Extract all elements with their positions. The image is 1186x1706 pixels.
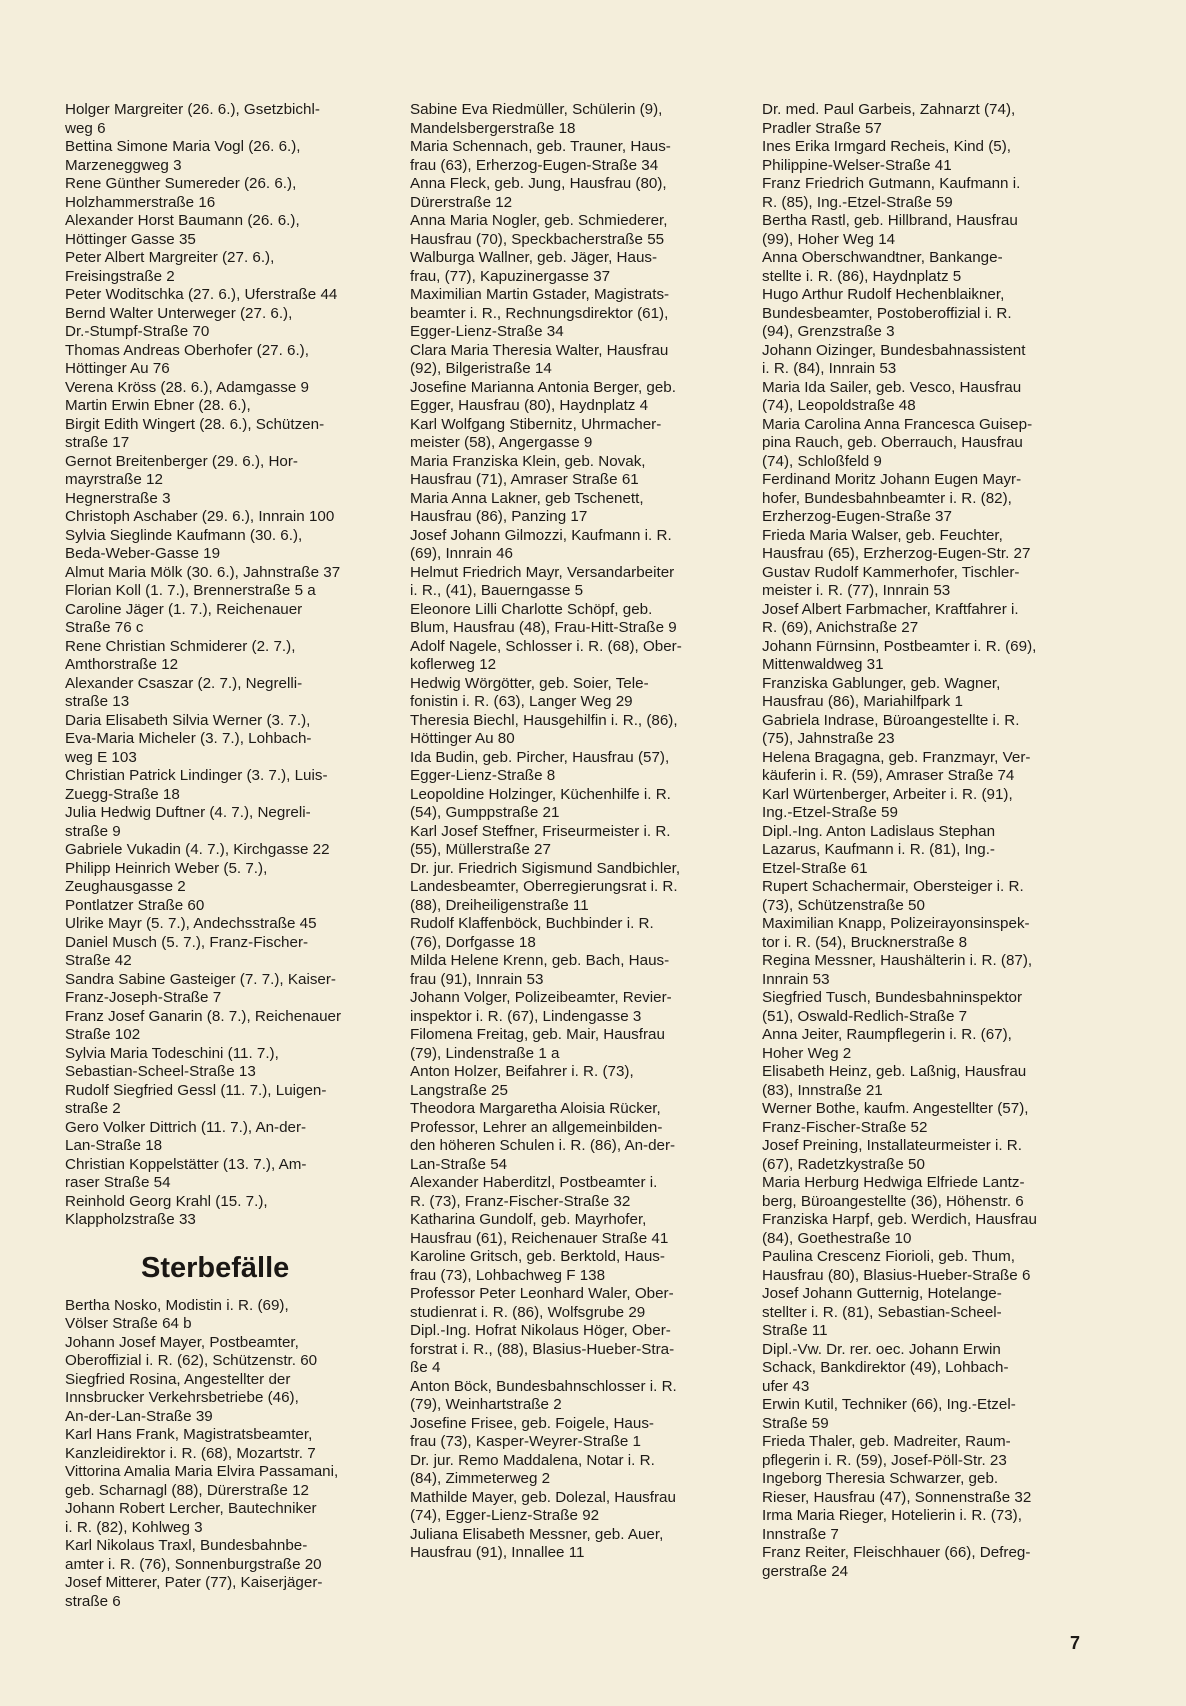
death-entry-line: Paulina Crescenz Fiorioli, geb. Thum,: [762, 1248, 1015, 1265]
death-entry-line: Ing.-Etzel-Straße 59: [762, 804, 898, 821]
column-3: [762, 101, 1092, 1581]
death-entry-line: Maria Anna Lakner, geb Tschenett,: [410, 489, 644, 507]
death-entry-line: Franz-Fischer-Straße 52: [762, 1118, 928, 1136]
death-entry-line: Ida Budin, geb. Pircher, Hausfrau (57),: [410, 748, 670, 766]
death-entry-line: Werner Bothe, kaufm. Angestellter (57),: [762, 1100, 1029, 1117]
death-entry-line: Anna Oberschwandtner, Bankange-: [762, 249, 1003, 266]
death-entry-line: koflerweg 12: [410, 656, 497, 673]
birth-entry-line: Beda-Weber-Gasse 19: [65, 545, 221, 562]
death-entry-line: inspektor i. R. (67), Lindengasse 3: [410, 1007, 642, 1025]
birth-entry-line: Florian Koll (1. 7.), Brennerstraße 5 a: [65, 582, 316, 599]
birth-entry-line: Dr.-Stumpf-Straße 70: [65, 323, 210, 340]
birth-entry-line: straße 9: [65, 822, 121, 840]
death-entry-line: (55), Müllerstraße 27: [410, 841, 551, 858]
birth-entry-line: mayrstraße 12: [65, 471, 163, 488]
death-entry-line: Johann Volger, Polizeibeamter, Revier-: [410, 989, 672, 1006]
death-entry-line: Innrain 53: [762, 970, 830, 988]
birth-entry-line: Gernot Breitenberger (29. 6.), Hor-: [65, 452, 298, 470]
birth-entry-line: Sylvia Sieglinde Kaufmann (30. 6.),: [65, 526, 303, 544]
death-entry-line: gerstraße 24: [762, 1562, 849, 1580]
death-entry-line: straße 6: [65, 1592, 121, 1610]
death-entry-line: studienrat i. R. (86), Wolfsgrube 29: [410, 1303, 646, 1321]
birth-entry-line: Hegnerstraße 3: [65, 489, 171, 507]
death-entry-line: Straße 59: [762, 1414, 829, 1432]
death-entry-line: beamter i. R., Rechnungsdirektor (61),: [410, 304, 669, 322]
death-entry-line: stellter i. R. (81), Sebastian-Scheel-: [762, 1303, 1002, 1321]
death-entry-line: (73), Schützenstraße 50: [762, 896, 925, 914]
death-entry-line: Franz Friedrich Gutmann, Kaufmann i.: [762, 175, 1021, 192]
birth-entry-line: Julia Hedwig Duftner (4. 7.), Negreli-: [65, 804, 311, 821]
death-entry-line: Siegfried Rosina, Angestellter der: [65, 1370, 291, 1388]
death-entry-line: Etzel-Straße 61: [762, 859, 868, 877]
birth-entry-line: Christoph Aschaber (29. 6.), Innrain 100: [65, 508, 335, 525]
birth-entry-line: Rene Christian Schmiderer (2. 7.),: [65, 637, 296, 655]
death-entry-line: Karl Wolfgang Stibernitz, Uhrmacher-: [410, 415, 662, 433]
death-entry-line: Adolf Nagele, Schlosser i. R. (68), Ober-: [410, 637, 682, 655]
death-entry-line: Rieser, Hausfrau (47), Sonnenstraße 32: [762, 1488, 1032, 1506]
death-entry-line: Irma Maria Rieger, Hotelierin i. R. (73),: [762, 1507, 1022, 1524]
birth-entry-line: Christian Koppelstätter (13. 7.), Am-: [65, 1155, 307, 1173]
death-entry-line: Erzherzog-Eugen-Straße 37: [762, 508, 952, 525]
death-entry-line: Schack, Bankdirektor (49), Lohbach-: [762, 1359, 1009, 1376]
death-entry-line: meister (58), Angergasse 9: [410, 434, 593, 451]
death-entry-line: Gustav Rudolf Kammerhofer, Tischler-: [762, 563, 1020, 581]
death-entry-line: Josef Johann Gilmozzi, Kaufmann i. R.: [410, 526, 672, 544]
birth-entry-line: Freisingstraße 2: [65, 267, 175, 285]
death-entry-line: (74), Egger-Lienz-Straße 92: [410, 1507, 600, 1524]
birth-entry-line: Thomas Andreas Oberhofer (27. 6.),: [65, 341, 309, 359]
birth-entry-line: Eva-Maria Micheler (3. 7.), Lohbach-: [65, 730, 312, 747]
death-entry-line: meister i. R. (77), Innrain 53: [762, 582, 951, 599]
birth-entry-line: Peter Albert Margreiter (27. 6.),: [65, 249, 275, 266]
section-heading-sterbefaelle: Sterbefälle: [141, 1251, 290, 1284]
birth-entry-line: straße 17: [65, 434, 130, 451]
birth-entry-line: Philipp Heinrich Weber (5. 7.),: [65, 859, 268, 877]
death-entry-line: Hausfrau (86), Panzing 17: [410, 508, 588, 525]
death-entry-line: Hausfrau (71), Amraser Straße 61: [410, 471, 639, 488]
death-entry-line: (83), Innstraße 21: [762, 1081, 883, 1099]
birth-entry-line: Zeughausgasse 2: [65, 878, 186, 895]
death-entry-line: frau, (77), Kapuzinergasse 37: [410, 267, 611, 285]
death-entry-line: Karoline Gritsch, geb. Berktold, Haus-: [410, 1248, 665, 1265]
death-entry-line: Bertha Rastl, geb. Hillbrand, Hausfrau: [762, 212, 1018, 229]
birth-entry-line: straße 13: [65, 693, 130, 710]
death-entry-line: Dipl.-Ing. Anton Ladislaus Stephan: [762, 822, 996, 840]
death-entry-line: Oberoffizial i. R. (62), Schützenstr. 60: [65, 1352, 318, 1369]
death-entry-line: (54), Gumppstraße 21: [410, 804, 560, 821]
death-entry-line: Maria Carolina Anna Francesca Guisep-: [762, 415, 1033, 433]
column-1: [65, 101, 383, 1611]
death-entry-line: Langstraße 25: [410, 1081, 508, 1099]
death-entry-line: Karl Würtenberger, Arbeiter i. R. (91),: [762, 785, 1013, 803]
death-entry-line: frau (73), Lohbachweg F 138: [410, 1266, 606, 1284]
death-entry-line: Gabriela Indrase, Büroangestellte i. R.: [762, 711, 1020, 729]
birth-entry-line: Bernd Walter Unterweger (27. 6.),: [65, 304, 293, 322]
death-entry-line: Franziska Gablunger, geb. Wagner,: [762, 674, 1001, 692]
death-entry-line: (92), Bilgeristraße 14: [410, 360, 552, 377]
death-entry-line: Josef Albert Farbmacher, Kraftfahrer i.: [762, 600, 1019, 618]
death-entry-line: Höttinger Au 80: [410, 730, 515, 747]
death-entry-line: Ferdinand Moritz Johann Eugen Mayr-: [762, 471, 1022, 488]
birth-entry-line: Franz-Joseph-Straße 7: [65, 989, 222, 1006]
death-entry-line: (75), Jahnstraße 23: [762, 730, 895, 747]
death-entry-line: Egger, Hausfrau (80), Haydnplatz 4: [410, 397, 649, 414]
death-entry-line: (84), Zimmeterweg 2: [410, 1470, 551, 1487]
birth-entry-line: Straße 42: [65, 952, 132, 969]
birth-entry-line: Franz Josef Ganarin (8. 7.), Reichenauer: [65, 1007, 342, 1025]
death-entry-line: Mathilde Mayer, geb. Dolezal, Hausfrau: [410, 1488, 676, 1506]
death-entry-line: Maria Herburg Hedwiga Elfriede Lantz-: [762, 1174, 1025, 1191]
death-entry-line: Pradler Straße 57: [762, 119, 882, 137]
death-entry-line: Dr. med. Paul Garbeis, Zahnarzt (74),: [762, 101, 1016, 118]
birth-entry-line: Rudolf Siegfried Gessl (11. 7.), Luigen-: [65, 1081, 327, 1099]
death-entry-line: Karl Hans Frank, Magistratsbeamter,: [65, 1426, 313, 1443]
death-entry-line: Rudolf Klaffenböck, Buchbinder i. R.: [410, 915, 654, 932]
death-entry-line: Josefine Frisee, geb. Foigele, Haus-: [410, 1414, 654, 1432]
death-entry-line: Helmut Friedrich Mayr, Versandarbeiter: [410, 563, 675, 581]
death-entry-line: Erwin Kutil, Techniker (66), Ing.-Etzel-: [762, 1396, 1016, 1413]
birth-entry-line: Caroline Jäger (1. 7.), Reichenauer: [65, 600, 303, 618]
death-entry-line: Clara Maria Theresia Walter, Hausfrau: [410, 341, 669, 359]
death-entry-line: amter i. R. (76), Sonnenburgstraße 20: [65, 1555, 322, 1573]
death-entry-line: fonistin i. R. (63), Langer Weg 29: [410, 693, 633, 710]
death-entry-line: Professor Peter Leonhard Waler, Ober-: [410, 1285, 674, 1302]
death-entry-line: Straße 11: [762, 1322, 828, 1339]
death-entry-line: ße 4: [410, 1359, 441, 1376]
death-entry-line: Professor, Lehrer an allgemeinbilden-: [410, 1118, 663, 1136]
death-entry-line: Theodora Margaretha Aloisia Rücker,: [410, 1100, 661, 1117]
death-entry-line: Egger-Lienz-Straße 8: [410, 767, 556, 784]
death-entry-line: Hoher Weg 2: [762, 1044, 852, 1062]
death-entry-line: (74), Schloßfeld 9: [762, 452, 882, 470]
death-entry-line: stellte i. R. (86), Haydnplatz 5: [762, 267, 962, 285]
birth-entry-line: weg 6: [65, 119, 106, 137]
death-entry-line: Maria Schennach, geb. Trauner, Haus-: [410, 138, 671, 155]
death-entry-line: den höheren Schulen i. R. (86), An-der-: [410, 1137, 676, 1154]
death-entry-line: Sabine Eva Riedmüller, Schülerin (9),: [410, 101, 663, 118]
birth-entry-line: Daria Elisabeth Silvia Werner (3. 7.),: [65, 711, 311, 729]
birth-entry-line: Straße 102: [65, 1026, 141, 1043]
death-entry-line: Siegfried Tusch, Bundesbahninspektor: [762, 989, 1023, 1006]
death-entry-line: Leopoldine Holzinger, Küchenhilfe i. R.: [410, 785, 671, 803]
death-entry-line: Hausfrau (91), Innallee 11: [410, 1544, 585, 1561]
death-entry-line: R. (69), Anichstraße 27: [762, 619, 919, 636]
birth-entry-line: Verena Kröss (28. 6.), Adamgasse 9: [65, 378, 309, 396]
death-entry-line: frau (63), Erherzog-Eugen-Straße 34: [410, 156, 659, 174]
death-entry-line: Egger-Lienz-Straße 34: [410, 323, 564, 340]
death-entry-line: Josef Mitterer, Pater (77), Kaiserjäger-: [65, 1574, 323, 1591]
death-entry-line: Frieda Thaler, geb. Madreiter, Raum-: [762, 1433, 1011, 1450]
death-entry-line: Walburga Wallner, geb. Jäger, Haus-: [410, 249, 658, 266]
death-entry-line: (51), Oswald-Redlich-Straße 7: [762, 1007, 968, 1025]
death-entry-line: Hausfrau (86), Mariahilfpark 1: [762, 693, 963, 710]
death-entry-line: Innstraße 7: [762, 1525, 839, 1543]
death-entry-line: R. (73), Franz-Fischer-Straße 32: [410, 1192, 631, 1210]
death-entry-line: (76), Dorfgasse 18: [410, 933, 536, 951]
death-entry-line: Johann Fürnsinn, Postbeamter i. R. (69),: [762, 637, 1037, 655]
death-entry-line: Ines Erika Irmgard Recheis, Kind (5),: [762, 138, 1011, 155]
death-entry-line: Anton Holzer, Beifahrer i. R. (73),: [410, 1063, 634, 1080]
death-entry-line: Maximilian Martin Gstader, Magistrats-: [410, 286, 670, 303]
birth-entry-line: Reinhold Georg Krahl (15. 7.),: [65, 1192, 268, 1210]
birth-entry-line: straße 2: [65, 1100, 121, 1117]
death-entry-line: Hausfrau (70), Speckbacherstraße 55: [410, 230, 665, 248]
death-entry-line: Innsbrucker Verkehrsbetriebe (46),: [65, 1389, 299, 1406]
birth-entry-line: Alexander Csaszar (2. 7.), Negrelli-: [65, 674, 303, 692]
birth-entry-line: Marzeneggweg 3: [65, 156, 182, 174]
birth-entry-line: Daniel Musch (5. 7.), Franz-Fischer-: [65, 933, 309, 951]
death-entry-line: Hausfrau (61), Reichenauer Straße 41: [410, 1229, 669, 1247]
death-entry-line: (99), Hoher Weg 14: [762, 230, 896, 248]
column-2: [410, 101, 740, 1563]
death-entry-line: Anton Böck, Bundesbahnschlosser i. R.: [410, 1377, 677, 1395]
death-entry-line: Franziska Harpf, geb. Werdich, Hausfrau: [762, 1211, 1037, 1228]
death-entry-line: Bundesbeamter, Postoberoffizial i. R.: [762, 304, 1012, 322]
death-entry-line: Hausfrau (65), Erzherzog-Eugen-Str. 27: [762, 545, 1031, 562]
birth-entry-line: Sandra Sabine Gasteiger (7. 7.), Kaiser-: [65, 970, 336, 988]
death-entry-line: Anna Maria Nogler, geb. Schmiederer,: [410, 212, 668, 229]
deaths-list-part-1: [65, 1297, 383, 1612]
death-entry-line: (84), Goethestraße 10: [762, 1229, 912, 1247]
death-entry-line: Kanzleidirektor i. R. (68), Mozartstr. 7: [65, 1444, 316, 1462]
death-entry-line: Franz Reiter, Fleischhauer (66), Defreg-: [762, 1544, 1031, 1561]
death-entry-line: (79), Lindenstraße 1 a: [410, 1044, 560, 1062]
death-entry-line: (94), Grenzstraße 3: [762, 323, 895, 340]
birth-entry-line: Peter Woditschka (27. 6.), Uferstraße 44: [65, 286, 338, 303]
birth-entry-line: Almut Maria Mölk (30. 6.), Jahnstraße 37: [65, 563, 341, 581]
birth-entry-line: Pontlatzer Straße 60: [65, 896, 205, 914]
death-entry-line: i. R. (82), Kohlweg 3: [65, 1518, 203, 1536]
birth-entry-line: Lan-Straße 18: [65, 1137, 163, 1154]
birth-entry-line: Rene Günther Sumereder (26. 6.),: [65, 175, 297, 192]
death-entry-line: Juliana Elisabeth Messner, geb. Auer,: [410, 1525, 664, 1543]
death-entry-line: berg, Büroangestellte (36), Höhenstr. 6: [762, 1192, 1024, 1210]
death-entry-line: Hugo Arthur Rudolf Hechenblaikner,: [762, 286, 1005, 303]
death-entry-line: Eleonore Lilli Charlotte Schöpf, geb.: [410, 600, 653, 618]
birth-entry-line: Holzhammerstraße 16: [65, 193, 216, 211]
death-entry-line: (67), Radetzkystraße 50: [762, 1155, 925, 1173]
death-entry-line: Elisabeth Heinz, geb. Laßnig, Hausfrau: [762, 1063, 1027, 1080]
death-entry-line: Regina Messner, Haushälterin i. R. (87),: [762, 952, 1033, 969]
birth-entry-line: Martin Erwin Ebner (28. 6.),: [65, 397, 251, 414]
death-entry-line: Helena Bragagna, geb. Franzmayr, Ver-: [762, 748, 1031, 766]
death-entry-line: tor i. R. (54), Brucknerstraße 8: [762, 933, 968, 951]
death-entry-line: (79), Weinhartstraße 2: [410, 1396, 562, 1413]
death-entry-line: Frieda Maria Walser, geb. Feuchter,: [762, 526, 1003, 544]
death-entry-line: Dipl.-Vw. Dr. rer. oec. Johann Erwin: [762, 1340, 1001, 1358]
birth-entry-line: Straße 76 c: [65, 619, 144, 636]
death-entry-line: forstrat i. R., (88), Blasius-Hueber-Stra-: [410, 1340, 675, 1358]
birth-entry-line: Birgit Edith Wingert (28. 6.), Schützen-: [65, 415, 325, 433]
birth-entry-line: Gabriele Vukadin (4. 7.), Kirchgasse 22: [65, 841, 330, 858]
birth-entry-line: Ulrike Mayr (5. 7.), Andechsstraße 45: [65, 915, 317, 932]
death-entry-line: Alexander Haberditzl, Postbeamter i.: [410, 1174, 658, 1191]
birth-entry-line: Sylvia Maria Todeschini (11. 7.),: [65, 1044, 279, 1062]
death-entry-line: Lazarus, Kaufmann i. R. (81), Ing.-: [762, 841, 995, 858]
death-entry-line: Maria Ida Sailer, geb. Vesco, Hausfrau: [762, 378, 1022, 396]
death-entry-line: Blum, Hausfrau (48), Frau-Hitt-Straße 9: [410, 619, 677, 636]
page-number: 7: [1070, 1633, 1081, 1653]
birth-entry-line: Zuegg-Straße 18: [65, 785, 180, 803]
death-entry-line: Maximilian Knapp, Polizeirayonsinspek-: [762, 915, 1030, 932]
births-list: [65, 101, 383, 1230]
death-entry-line: ufer 43: [762, 1377, 810, 1395]
death-entry-line: Hausfrau (80), Blasius-Hueber-Straße 6: [762, 1266, 1031, 1284]
death-entry-line: Dipl.-Ing. Hofrat Nikolaus Höger, Ober-: [410, 1322, 671, 1339]
death-entry-line: Anna Jeiter, Raumpflegerin i. R. (67),: [762, 1026, 1012, 1043]
death-entry-line: Milda Helene Krenn, geb. Bach, Haus-: [410, 952, 670, 969]
death-entry-line: (88), Dreiheiligenstraße 11: [410, 896, 589, 914]
death-entry-line: Landesbeamter, Oberregierungsrat i. R.: [410, 878, 678, 895]
death-entry-line: Mandelsbergerstraße 18: [410, 119, 576, 137]
death-entry-line: geb. Scharnagl (88), Dürerstraße 12: [65, 1481, 309, 1499]
death-entry-line: Filomena Freitag, geb. Mair, Hausfrau: [410, 1026, 665, 1043]
death-entry-line: Vittorina Amalia Maria Elvira Passamani,: [65, 1463, 339, 1480]
death-entry-line: pflegerin i. R. (59), Josef-Pöll-Str. 23: [762, 1451, 1007, 1469]
death-entry-line: Dr. jur. Friedrich Sigismund Sandbichler,: [410, 859, 681, 877]
death-entry-line: i. R., (41), Bauerngasse 5: [410, 582, 584, 599]
death-entry-line: Josefine Marianna Antonia Berger, geb.: [410, 378, 676, 396]
death-entry-line: (74), Leopoldstraße 48: [762, 397, 916, 414]
death-entry-line: Mittenwaldweg 31: [762, 656, 884, 673]
birth-entry-line: Amthorstraße 12: [65, 656, 179, 673]
death-entry-line: Rupert Schachermair, Obersteiger i. R.: [762, 878, 1024, 895]
death-entry-line: Karl Nikolaus Traxl, Bundesbahnbe-: [65, 1537, 308, 1554]
death-entry-line: frau (91), Innrain 53: [410, 970, 544, 988]
birth-entry-line: weg E 103: [65, 748, 137, 766]
death-entry-line: hofer, Bundesbahnbeamter i. R. (82),: [762, 489, 1012, 507]
birth-entry-line: Klappholzstraße 33: [65, 1211, 196, 1228]
death-entry-line: Katharina Gundolf, geb. Mayrhofer,: [410, 1211, 647, 1228]
death-entry-line: Dr. jur. Remo Maddalena, Notar i. R.: [410, 1451, 655, 1469]
birth-entry-line: Höttinger Au 76: [65, 360, 170, 377]
death-entry-line: Völser Straße 64 b: [65, 1315, 192, 1332]
death-entry-line: Theresia Biechl, Hausgehilfin i. R., (86),: [410, 711, 678, 729]
death-entry-line: Lan-Straße 54: [410, 1155, 508, 1173]
birth-entry-line: Gero Volker Dittrich (11. 7.), An-der-: [65, 1118, 307, 1136]
death-entry-line: Bertha Nosko, Modistin i. R. (69),: [65, 1296, 289, 1314]
death-entry-line: Johann Robert Lercher, Bautechniker: [65, 1500, 317, 1517]
death-entry-line: käuferin i. R. (59), Amraser Straße 74: [762, 767, 1015, 784]
death-entry-line: frau (73), Kasper-Weyrer-Straße 1: [410, 1433, 641, 1450]
death-entry-line: R. (85), Ing.-Etzel-Straße 59: [762, 193, 953, 211]
birth-entry-line: Holger Margreiter (26. 6.), Gsetzbichl-: [65, 101, 320, 118]
death-entry-line: Johann Oizinger, Bundesbahnassistent: [762, 341, 1026, 359]
death-entry-line: Karl Josef Steffner, Friseurmeister i. R.: [410, 822, 671, 840]
birth-entry-line: raser Straße 54: [65, 1174, 171, 1191]
death-entry-line: Ingeborg Theresia Schwarzer, geb.: [762, 1470, 999, 1487]
birth-entry-line: Alexander Horst Baumann (26. 6.),: [65, 212, 300, 229]
birth-entry-line: Sebastian-Scheel-Straße 13: [65, 1063, 256, 1080]
death-entry-line: pina Rauch, geb. Oberrauch, Hausfrau: [762, 434, 1023, 451]
death-entry-line: Hedwig Wörgötter, geb. Soier, Tele-: [410, 674, 649, 692]
death-entry-line: Johann Josef Mayer, Postbeamter,: [65, 1333, 299, 1351]
birth-entry-line: Christian Patrick Lindinger (3. 7.), Luis-: [65, 767, 328, 784]
death-entry-line: Maria Franziska Klein, geb. Novak,: [410, 452, 646, 470]
death-entry-line: Dürerstraße 12: [410, 193, 513, 211]
death-entry-line: Josef Johann Gutternig, Hotelange-: [762, 1285, 1002, 1302]
death-entry-line: An-der-Lan-Straße 39: [65, 1407, 213, 1425]
birth-entry-line: Höttinger Gasse 35: [65, 230, 196, 248]
death-entry-line: i. R. (84), Innrain 53: [762, 360, 897, 377]
birth-entry-line: Bettina Simone Maria Vogl (26. 6.),: [65, 138, 301, 155]
death-entry-line: Philippine-Welser-Straße 41: [762, 156, 952, 174]
death-entry-line: Josef Preining, Installateurmeister i. R.: [762, 1137, 1022, 1154]
death-entry-line: Anna Fleck, geb. Jung, Hausfrau (80),: [410, 175, 667, 192]
death-entry-line: (69), Innrain 46: [410, 545, 513, 562]
